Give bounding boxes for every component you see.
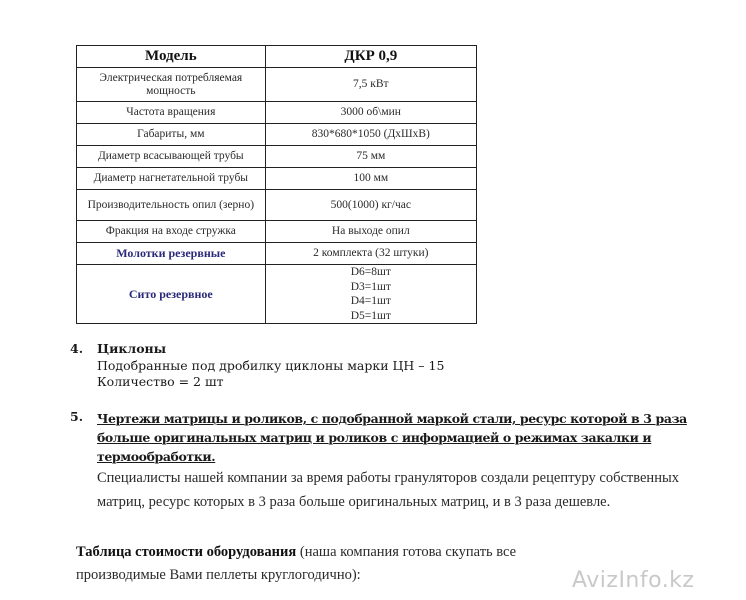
section-drawings: [70, 409, 690, 514]
table-row: [77, 124, 477, 146]
section-title: Чертежи матрицы и роликов, с подобранной маркой стали, ресурс которой в 3 раза больше оригинальных матриц и роликов с информацией о режимах закалки и термообработки.: [97, 411, 687, 464]
row-value: 2 комплекта (32 штуки): [265, 243, 476, 265]
sieve-value: D6=8шт: [350, 266, 391, 278]
row-label: Диаметр нагнетательной трубы: [77, 168, 266, 190]
section-paragraph: Специалисты нашей компании за время работы грануляторов создали рецептуру собственных матриц, ресурс которых в 3 раза больше оригинальных матриц, и в 3 раза дешевле.: [97, 470, 679, 510]
row-value: 3000 об\мин: [265, 102, 476, 124]
section-number: 5.: [70, 409, 84, 424]
section-line: Подобранные под дробилку циклоны марки ЦН – 15: [97, 357, 445, 373]
price-table-title: Таблица стоимости оборудования: [76, 544, 297, 560]
sieve-value: D4=1шт: [350, 295, 391, 307]
row-value: 500(1000) кг/час: [265, 190, 476, 221]
section-line: Количество = 2 шт: [97, 374, 224, 389]
row-label: Электрическая потребляемая мощность: [77, 68, 266, 102]
table-header-row: [77, 46, 477, 68]
section-title: Циклоны: [97, 341, 167, 356]
spec-table: [76, 45, 477, 324]
row-value: 7,5 кВт: [265, 68, 476, 102]
row-label: Габариты, мм: [77, 124, 266, 146]
row-value: 75 мм: [265, 146, 476, 168]
section-cyclones: [70, 341, 444, 391]
row-label-highlighted: Сито резервное: [77, 265, 266, 324]
row-label: Фракция на входе стружка: [77, 221, 266, 243]
header-model-value: ДКР 0,9: [265, 46, 476, 68]
table-row: [77, 102, 477, 124]
table-row: [77, 221, 477, 243]
row-value: 830*680*1050 (ДхШхВ): [265, 124, 476, 146]
table-row: [77, 265, 477, 324]
watermark: AvizInfo.kz: [572, 568, 695, 593]
row-value-list: [265, 265, 476, 324]
table-row: [77, 168, 477, 190]
price-table-intro: [76, 541, 576, 587]
sieve-value: D3=1шт: [350, 280, 391, 293]
row-label-highlighted: Молотки резервные: [77, 243, 266, 265]
row-value: На выходе опил: [265, 221, 476, 243]
table-row: [77, 243, 477, 265]
row-label: Диаметр всасывающей трубы: [77, 146, 266, 168]
row-label: Частота вращения: [77, 102, 266, 124]
table-row: [77, 68, 477, 102]
sieve-value: D5=1шт: [350, 309, 391, 322]
row-value: 100 мм: [265, 168, 476, 190]
table-row: [77, 190, 477, 221]
price-table-note: (наша компания готова скупать все производимые Вами пеллеты круглогодично):: [76, 544, 517, 583]
row-label: Производительность опил (зерно): [77, 190, 266, 221]
section-number: 4.: [70, 341, 84, 356]
header-model-label: Модель: [77, 46, 266, 68]
table-row: [77, 146, 477, 168]
